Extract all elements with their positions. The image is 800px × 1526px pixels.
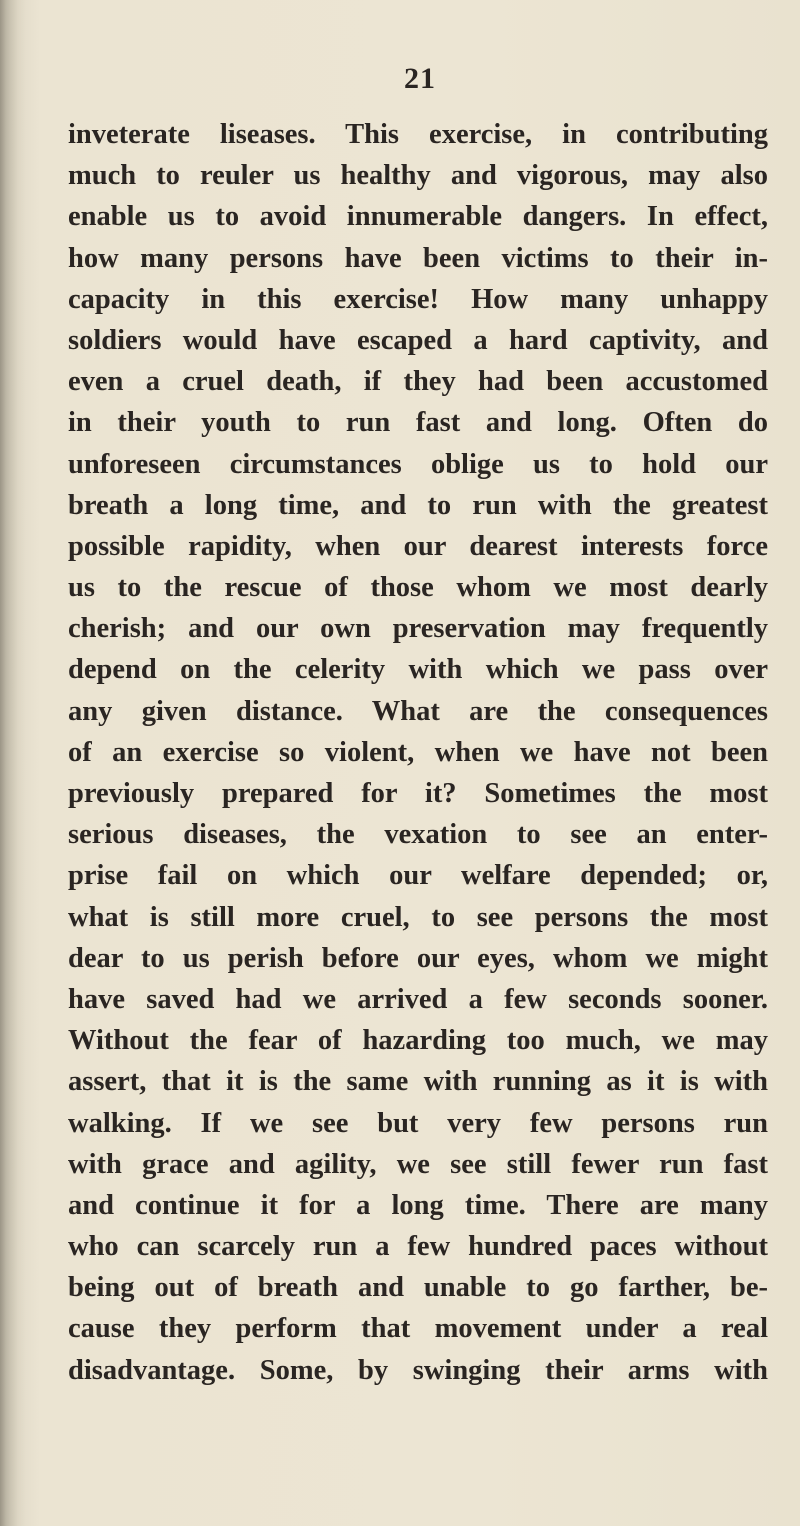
body-text bbox=[68, 114, 768, 1391]
page-number: 21 bbox=[404, 62, 436, 95]
text-line: walking. If we see but very few persons run bbox=[68, 1107, 768, 1139]
text-line: soldiers would have escaped a hard captivity, and bbox=[68, 324, 768, 356]
text-line: unforeseen circumstances oblige us to hold our bbox=[68, 448, 768, 480]
text-line: even a cruel death, if they had been accustomed bbox=[68, 366, 768, 398]
text-line: depend on the celerity with which we pass over bbox=[68, 654, 768, 686]
text-line: assert, that it is the same with running as it is with bbox=[68, 1066, 768, 1098]
text-line: capacity in this exercise! How many unhappy bbox=[68, 283, 768, 315]
text-line: inveterate liseases. This exercise, in contributing bbox=[68, 119, 768, 150]
text-line: serious diseases, the vexation to see an enter- bbox=[68, 819, 768, 851]
text-line: dear to us perish before our eyes, whom we might bbox=[68, 942, 768, 974]
text-line: and continue it for a long time. There are many bbox=[68, 1189, 768, 1221]
text-line: who can scarcely run a few hundred paces without bbox=[68, 1231, 768, 1263]
text-line: enable us to avoid innumerable dangers. In effect, bbox=[68, 201, 768, 233]
text-line: cause they perform that movement under a real bbox=[68, 1313, 768, 1345]
text-line: disadvantage. Some, by swinging their arms with bbox=[68, 1354, 768, 1386]
text-line: breath a long time, and to run with the greatest bbox=[68, 489, 768, 521]
text-line: being out of breath and unable to go farther, be- bbox=[68, 1272, 768, 1304]
text-line: prise fail on which our welfare depended; or, bbox=[68, 860, 768, 892]
text-line: cherish; and our own preservation may frequently bbox=[68, 613, 768, 645]
text-line: in their youth to run fast and long. Often do bbox=[68, 407, 768, 439]
text-line: have saved had we arrived a few seconds sooner. bbox=[68, 983, 768, 1015]
text-line: us to the rescue of those whom we most dearly bbox=[68, 572, 768, 604]
text-line: what is still more cruel, to see persons the most bbox=[68, 901, 768, 933]
text-line: previously prepared for it? Sometimes the most bbox=[68, 778, 768, 809]
text-line: any given distance. What are the consequences bbox=[68, 695, 768, 727]
text-line: how many persons have been victims to their in- bbox=[68, 242, 768, 274]
text-line: much to reuler us healthy and vigorous, may also bbox=[68, 160, 768, 192]
text-line: possible rapidity, when our dearest interests force bbox=[68, 530, 768, 562]
text-line: Without the fear of hazarding too much, we may bbox=[68, 1025, 768, 1057]
page-gutter-shadow bbox=[0, 0, 40, 1526]
text-line: of an exercise so violent, when we have not been bbox=[68, 736, 768, 768]
text-line: with grace and agility, we see still fewer run fast bbox=[68, 1148, 768, 1180]
